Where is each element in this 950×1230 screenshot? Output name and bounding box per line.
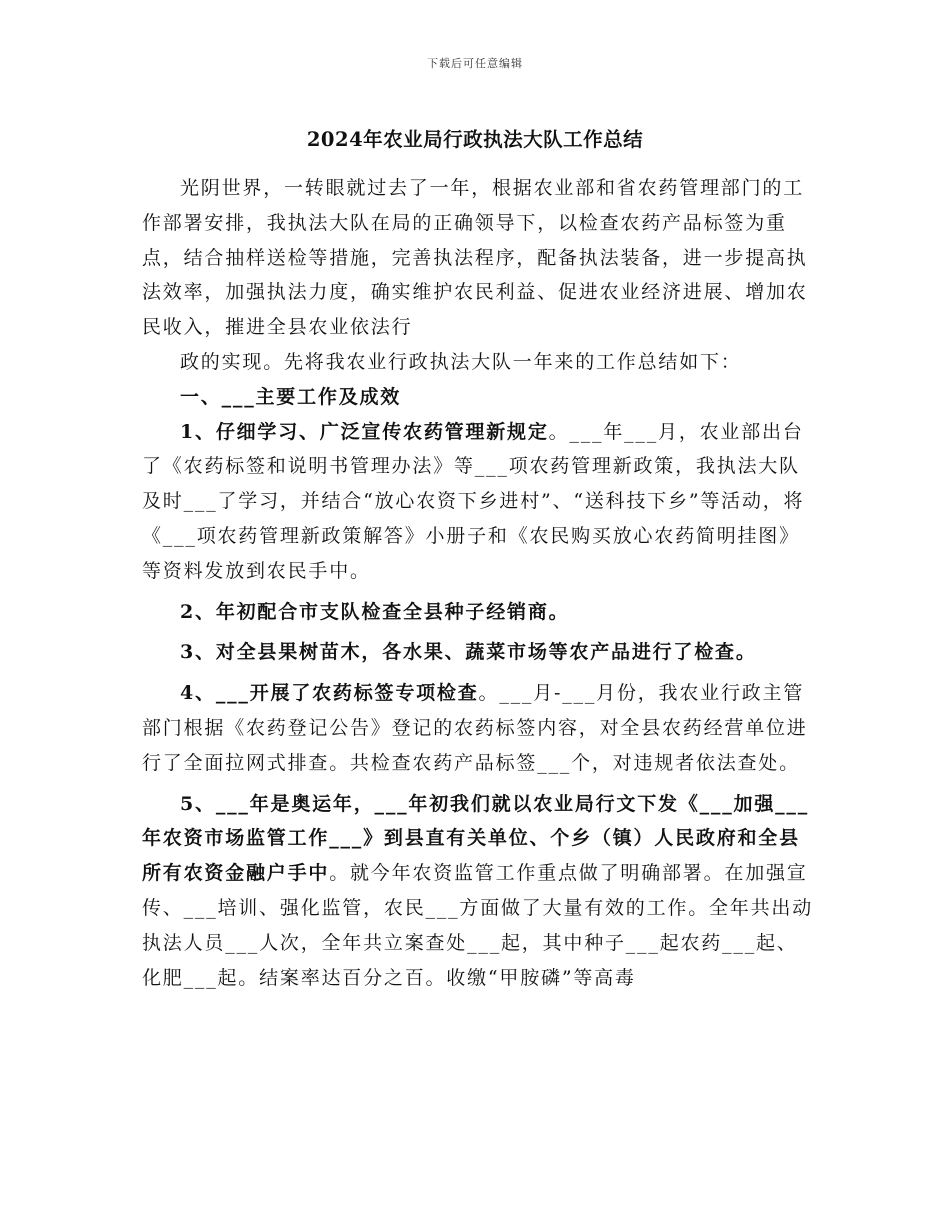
header-note: 下载后可任意编辑 bbox=[427, 57, 523, 70]
item-4-text: 。___月-___月份，我农业行政主管部门根据《农药登记公告》登记的农药标签内容，对全县农药经营单位进行了全面拉网式排查。共检查农药产品标签___个，对违规者依法查处。 bbox=[142, 682, 808, 774]
paragraph-item-4 bbox=[142, 676, 814, 780]
paragraph-item-1 bbox=[142, 415, 814, 589]
item-1-heading: 1、仔细学习、广泛宣传农药管理新规定 bbox=[180, 420, 549, 443]
item-5-text: 。就今年农资监管工作重点做了明确部署。在加强宣传、___培训、强化监管，农民___方面做了大量有效的工作。全年共出动执法人员___人次，全年共立案查处___起，其中种子___起农药___起、化肥___起。结案率达百分之百。收缴“甲胺磷”等高毒 bbox=[142, 862, 814, 989]
item-4-heading: 4、___开展了农药标签专项检查 bbox=[180, 682, 479, 705]
document-title: 2024年农业局行政执法大队工作总结 bbox=[306, 128, 644, 151]
paragraph-item-5 bbox=[142, 787, 814, 996]
paragraph-item-3: 3、对全县果树苗木，各水果、蔬菜市场等农产品进行了检查。 bbox=[180, 641, 757, 664]
paragraph-intro-continued: 政的实现。先将我农业行政执法大队一年来的工作总结如下： bbox=[180, 350, 742, 373]
paragraph-intro: 光阴世界，一转眼就过去了一年，根据农业部和省农药管理部门的工作部署安排，我执法大队在局的正确领导下，以检查农药产品标签为重点，结合抽样送检等措施，完善执法程序，配备执法装备，进一步提高执法效率，加强执法力度，确实维护农民利益、促进农业经济进展、增加农民收入，摧进全县农业依法行 bbox=[142, 177, 808, 339]
section-heading-1: 一、___主要工作及成效 bbox=[180, 385, 402, 408]
document-body bbox=[142, 171, 814, 995]
item-1-text: 。___年___月，农业部出台了《农药标签和说明书管理办法》等___项农药管理新政策，我执法大队及时___了学习，并结合“放心农资下乡进村”、“送科技下乡”等活动，将《___项农药管理新政策解答》小册子和《农民购买放心农药简明挂图》等资料发放到农民手中。 bbox=[142, 420, 805, 582]
paragraph-item-2: 2、年初配合市支队检查全县种子经销商。 bbox=[180, 600, 570, 623]
item-5-heading: 5、___年是奥运年，___年初我们就以农业局行文下发《___加强___年农资市场监管工作___》到县直有关单位、个乡（镇）人民政府和全县所有农资金融户手中 bbox=[142, 792, 810, 885]
